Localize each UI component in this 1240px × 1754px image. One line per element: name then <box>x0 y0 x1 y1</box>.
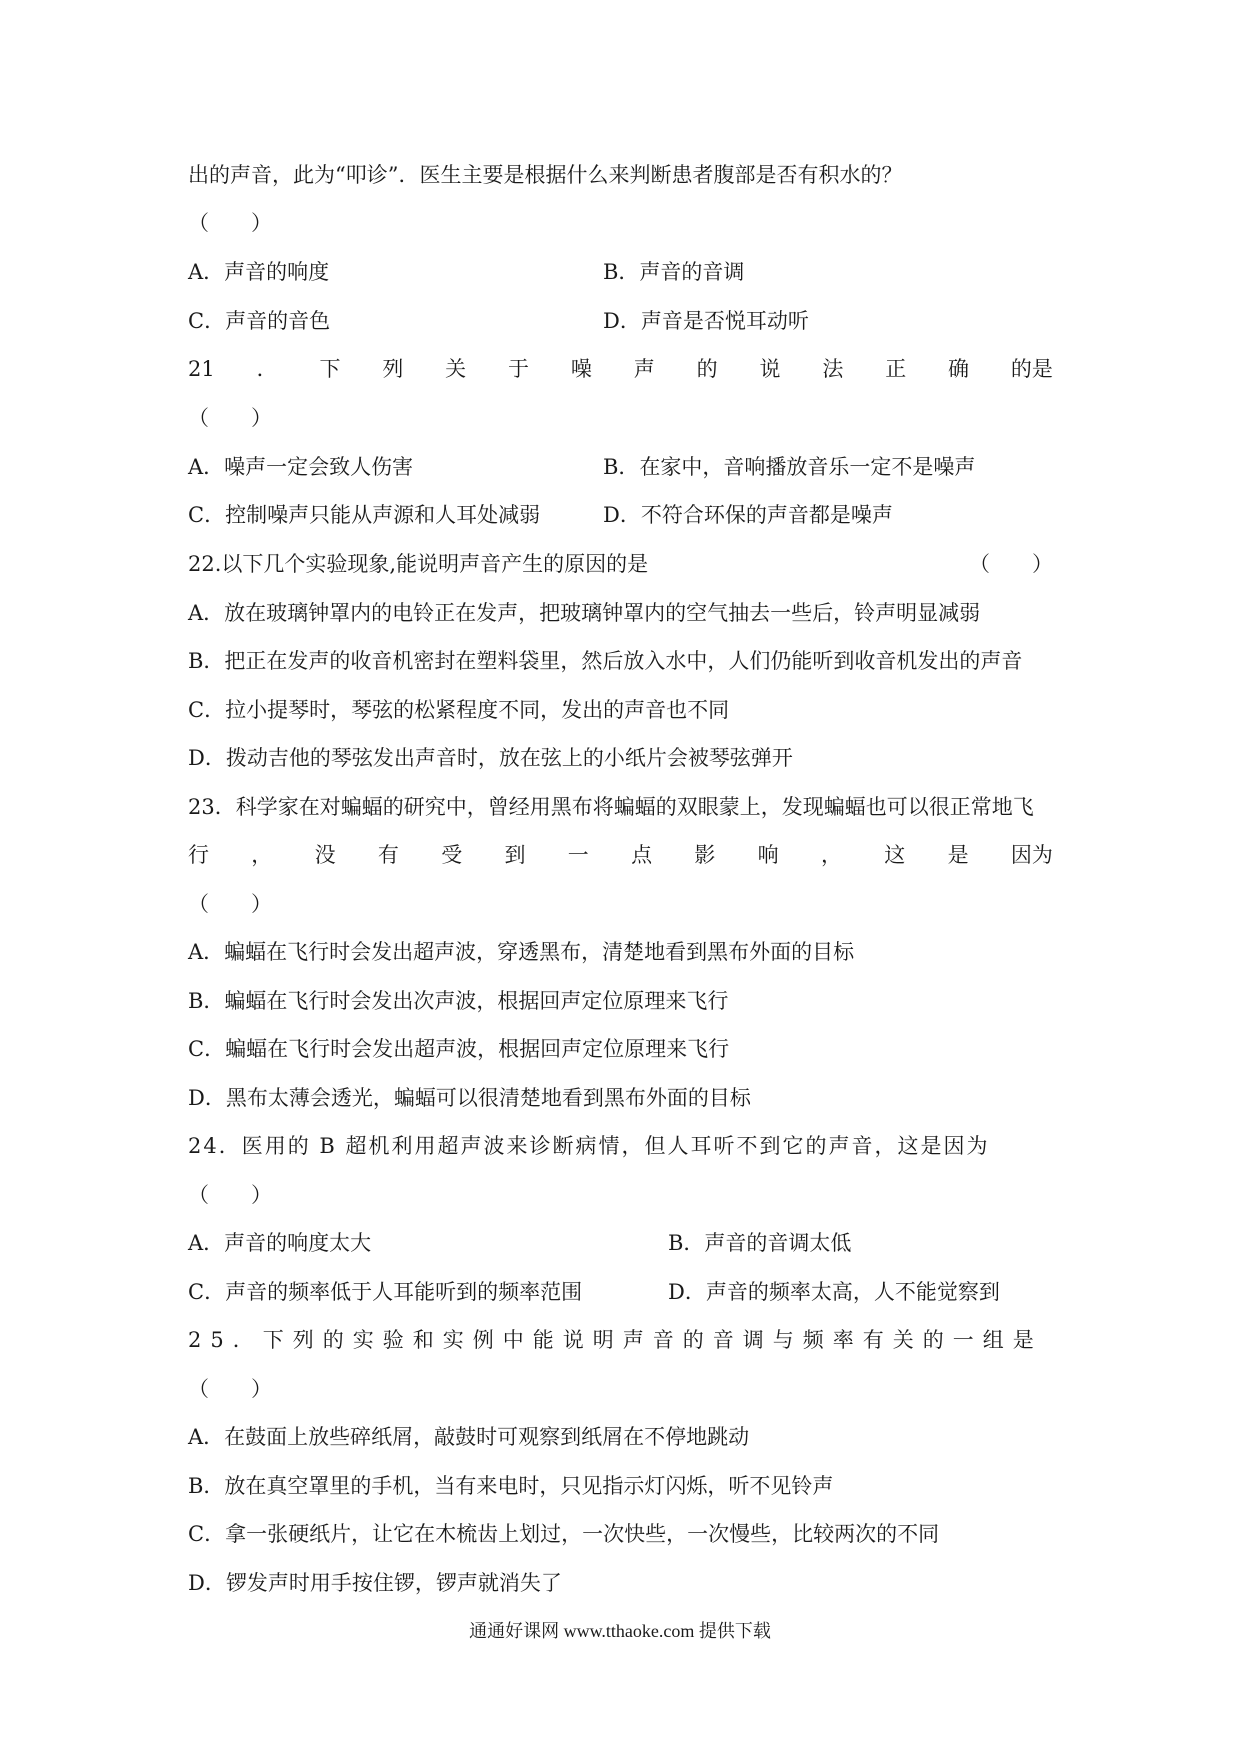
q22-option-a: A．放在玻璃钟罩内的电铃正在发声，把玻璃钟罩内的空气抽去一些后，铃声明显减弱 <box>188 601 981 625</box>
q23-char: 是 <box>947 843 969 867</box>
q22-option-b: B．把正在发声的收音机密封在塑料袋里，然后放入水中，人们仍能听到收音机发出的声音 <box>188 649 1023 673</box>
q20-option-c: C．声音的音色 <box>188 309 331 333</box>
q21-option-d: D．不符合环保的声音都是噪声 <box>603 503 893 527</box>
q21-char: 关 <box>445 357 467 381</box>
q23-char: 响 <box>757 843 779 867</box>
q23-char: 有 <box>377 843 399 867</box>
q20-options-row-2 <box>188 306 1053 336</box>
q21-number: 21 <box>188 357 215 381</box>
q21-option-a: A．噪声一定会致人伤害 <box>188 455 414 479</box>
q25-option-a: A．在鼓面上放些碎纸屑，敲鼓时可观察到纸屑在不停地跳动 <box>188 1425 750 1449</box>
q21-option-b: B．在家中，音响播放音乐一定不是噪声 <box>603 455 976 479</box>
q22-answer-blank: （ ） <box>969 552 1053 576</box>
q22-stem <box>188 549 1053 579</box>
q25-option-c: C．拿一张硬纸片，让它在木梳齿上划过，一次快些，一次慢些，比较两次的不同 <box>188 1522 940 1546</box>
q23-char: 受 <box>441 843 463 867</box>
q21-char: 说 <box>759 357 781 381</box>
q23-answer-blank: （ ） <box>188 892 272 916</box>
q23-option-a: A．蝙蝠在飞行时会发出超声波，穿透黑布，清楚地看到黑布外面的目标 <box>188 940 855 964</box>
q21-char: 列 <box>382 357 404 381</box>
q21-answer-blank: （ ） <box>188 406 272 430</box>
q21-char: 于 <box>508 357 530 381</box>
q23-char: 点 <box>631 843 653 867</box>
q23-char: 没 <box>314 843 336 867</box>
q23-option-c: C．蝙蝠在飞行时会发出超声波，根据回声定位原理来飞行 <box>188 1037 730 1061</box>
q21-char: ． <box>256 357 278 381</box>
q23-char: ， <box>820 843 842 867</box>
q23-char: 行 <box>188 843 209 867</box>
q23-option-d: D．黑布太薄会透光，蝙蝠可以很清楚地看到黑布外面的目标 <box>188 1086 751 1110</box>
q25-stem: 25．下列的实验和实例中能说明声音的音调与频率有关的一组是 <box>188 1328 1043 1352</box>
q23-option-b: B．蝙蝠在飞行时会发出次声波，根据回声定位原理来飞行 <box>188 989 729 1013</box>
q24-stem: 24．医用的 B 超机利用超声波来诊断病情，但人耳听不到它的声音，这是因为 <box>188 1134 990 1158</box>
q21-stem <box>188 354 1053 384</box>
q24-options-row-2 <box>188 1277 1053 1307</box>
q21-char: 确 <box>948 357 970 381</box>
q24-options-row-1 <box>188 1228 1053 1258</box>
q21-options-row-1 <box>188 452 1053 482</box>
q22-option-c: C．拉小提琴时，琴弦的松紧程度不同，发出的声音也不同 <box>188 698 730 722</box>
q20-option-a: A．声音的响度 <box>188 260 330 284</box>
q24-option-d: D．声音的频率太高，人不能觉察到 <box>668 1280 1000 1304</box>
q23-char: 到 <box>504 843 526 867</box>
q20-option-d: D．声音是否悦耳动听 <box>603 309 809 333</box>
q23-char: 一 <box>567 843 589 867</box>
q22-stem-text: 22.以下几个实验现象,能说明声音产生的原因的是 <box>188 552 649 576</box>
q21-char: 下 <box>319 357 341 381</box>
q24-option-c: C．声音的频率低于人耳能听到的频率范围 <box>188 1280 583 1304</box>
q25-option-d: D．锣发声时用手按住锣，锣声就消失了 <box>188 1571 562 1595</box>
q25-answer-blank: （ ） <box>188 1377 272 1401</box>
q23-char: 这 <box>884 843 906 867</box>
q21-char: 声 <box>633 357 655 381</box>
q23-char: 影 <box>694 843 716 867</box>
q20-stem-tail: 出的声音，此为“叩诊”．医生主要是根据什么来判断患者腹部是否有积水的？ <box>188 163 903 187</box>
q21-char: 噪 <box>570 357 592 381</box>
q25-option-b: B．放在真空罩里的手机，当有来电时，只见指示灯闪烁，听不见铃声 <box>188 1474 834 1498</box>
q20-options-row-1 <box>188 257 1053 287</box>
page-footer: 通通好课网 www.tthaoke.com 提供下载 <box>469 1621 771 1641</box>
q23-char: 因为 <box>1010 843 1053 867</box>
q21-options-row-2 <box>188 500 1053 530</box>
q23-stem-line-2 <box>188 840 1053 870</box>
q21-char: 正 <box>885 357 907 381</box>
q24-option-a: A．声音的响度太大 <box>188 1231 372 1255</box>
q24-option-b: B．声音的音调太低 <box>668 1231 852 1255</box>
q21-char: 法 <box>822 357 844 381</box>
q21-option-c: C．控制噪声只能从声源和人耳处减弱 <box>188 503 541 527</box>
q20-option-b: B．声音的音调 <box>603 260 745 284</box>
q21-char: 的 <box>696 357 718 381</box>
q23-char: ， <box>251 843 273 867</box>
q22-option-d: D．拨动吉他的琴弦发出声音时，放在弦上的小纸片会被琴弦弹开 <box>188 746 793 770</box>
q20-answer-blank: （ ） <box>188 211 272 235</box>
q23-stem-line-1: 23．科学家在对蝙蝠的研究中，曾经用黑布将蝙蝠的双眼蒙上，发现蝙蝠也可以很正常地飞 <box>188 795 1034 819</box>
q24-answer-blank: （ ） <box>188 1183 272 1207</box>
q21-char: 的是 <box>1010 357 1053 381</box>
